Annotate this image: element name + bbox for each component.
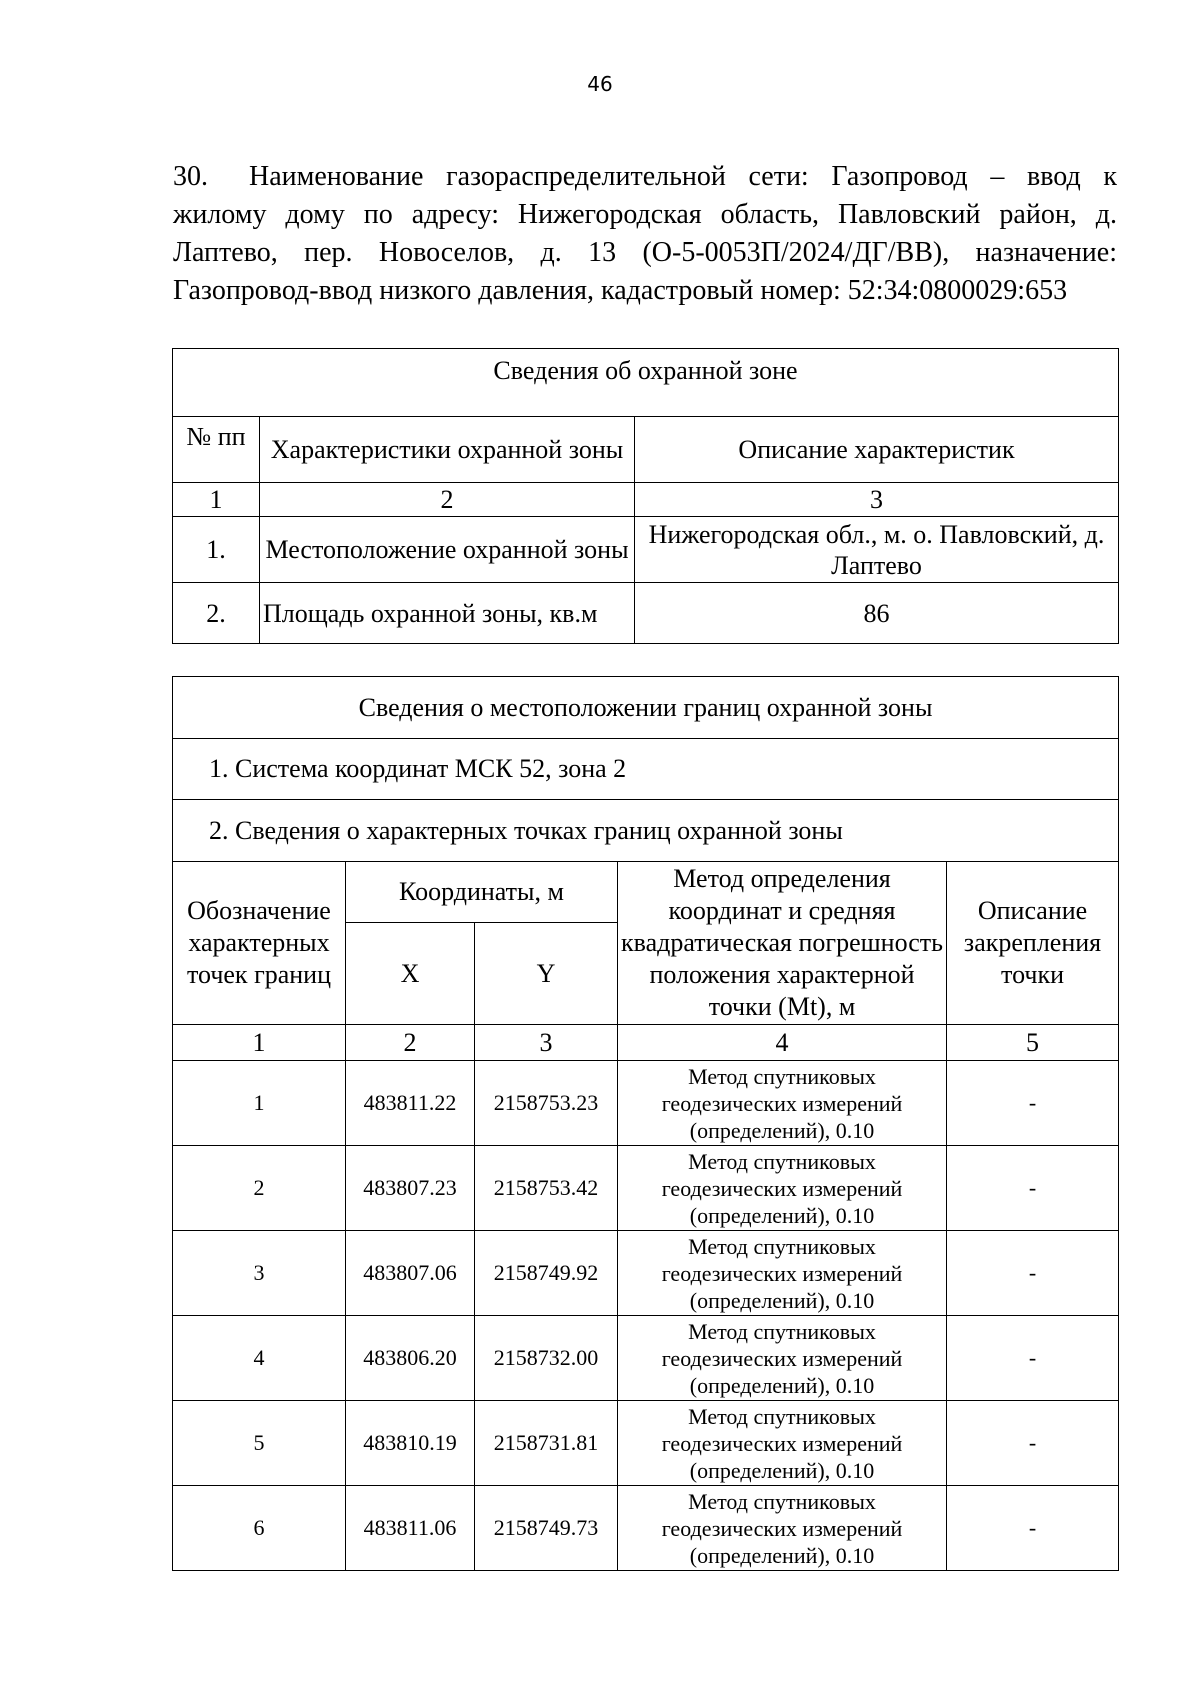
zone-header-description: Описание характеристик (635, 417, 1119, 483)
boundary-col-number: 1 (173, 1025, 346, 1061)
boundary-col-number: 4 (618, 1025, 947, 1061)
point-x: 483806.20 (346, 1316, 475, 1401)
table-row (173, 1231, 1119, 1316)
point-number: 6 (173, 1486, 346, 1571)
point-x: 483807.23 (346, 1146, 475, 1231)
paragraph-text: Наименование газораспределительной сети: Газопровод – ввод к жилому дому по адресу: Нижегородская область, Павловский район, д. Лаптево, пер. Новоселов, д. 13 (О-5-0053П/2024/ДГ/ВВ), назначение: Газопровод-ввод низкого давления, кадастровый номер: 52:34:0800029:653 (173, 161, 1117, 306)
point-fixing: - (947, 1401, 1119, 1486)
header-coordinates: Координаты, м (346, 862, 618, 923)
point-method: Метод спутниковых геодезических измерений (определений), 0.10 (618, 1316, 947, 1401)
table-row (173, 1316, 1119, 1401)
point-method: Метод спутниковых геодезических измерений (определений), 0.10 (618, 1146, 947, 1231)
boundary-table (172, 676, 1119, 1571)
coordinate-system: 1. Система координат МСК 52, зона 2 (173, 739, 1119, 800)
point-y: 2158749.73 (475, 1486, 618, 1571)
point-x: 483811.22 (346, 1061, 475, 1146)
paragraph-number: 30. (173, 161, 208, 192)
table-row (173, 583, 1119, 644)
table-row (173, 1486, 1119, 1571)
table-row (173, 1061, 1119, 1146)
zone-row-number: 1. (173, 517, 260, 583)
boundary-col-number: 3 (475, 1025, 618, 1061)
points-title: 2. Сведения о характерных точках границ охранной зоны (173, 800, 1119, 862)
zone-row-characteristic: Площадь охранной зоны, кв.м (260, 583, 635, 644)
header-method: Метод определения координат и средняя квадратическая погрешность положения характерной точки (Mt), м (618, 862, 947, 1025)
point-number: 4 (173, 1316, 346, 1401)
header-designation: Обозначение характерных точек границ (173, 862, 346, 1025)
zone-row-characteristic: Местоположение охранной зоны (260, 517, 635, 583)
zone-row-number: 2. (173, 583, 260, 644)
point-number: 2 (173, 1146, 346, 1231)
point-x: 483810.19 (346, 1401, 475, 1486)
point-y: 2158753.42 (475, 1146, 618, 1231)
zone-row-value: 86 (635, 583, 1119, 644)
point-method: Метод спутниковых геодезических измерений (определений), 0.10 (618, 1401, 947, 1486)
table-row (173, 1401, 1119, 1486)
table-row (173, 517, 1119, 583)
zone-col-number: 3 (635, 483, 1119, 517)
zone-info-table (172, 348, 1119, 644)
point-fixing: - (947, 1316, 1119, 1401)
header-x: X (346, 923, 475, 1025)
point-fixing: - (947, 1231, 1119, 1316)
zone-col-number: 1 (173, 483, 260, 517)
page-number: 46 (587, 72, 613, 96)
zone-header-characteristics: Характеристики охранной зоны (260, 417, 635, 483)
boundary-col-number: 5 (947, 1025, 1119, 1061)
point-x: 483807.06 (346, 1231, 475, 1316)
network-description (173, 158, 1117, 310)
point-fixing: - (947, 1486, 1119, 1571)
boundary-table-title: Сведения о местоположении границ охранной зоны (173, 677, 1119, 739)
point-fixing: - (947, 1061, 1119, 1146)
header-fixing: Описание закрепления точки (947, 862, 1119, 1025)
point-number: 3 (173, 1231, 346, 1316)
point-y: 2158731.81 (475, 1401, 618, 1486)
point-fixing: - (947, 1146, 1119, 1231)
table-row (173, 1146, 1119, 1231)
point-method: Метод спутниковых геодезических измерений (определений), 0.10 (618, 1486, 947, 1571)
point-y: 2158749.92 (475, 1231, 618, 1316)
header-y: Y (475, 923, 618, 1025)
point-x: 483811.06 (346, 1486, 475, 1571)
point-y: 2158732.00 (475, 1316, 618, 1401)
boundary-col-number: 2 (346, 1025, 475, 1061)
point-method: Метод спутниковых геодезических измерений (определений), 0.10 (618, 1231, 947, 1316)
point-method: Метод спутниковых геодезических измерений (определений), 0.10 (618, 1061, 947, 1146)
zone-table-title: Сведения об охранной зоне (173, 349, 1119, 417)
point-number: 1 (173, 1061, 346, 1146)
point-y: 2158753.23 (475, 1061, 618, 1146)
zone-row-value: Нижегородская обл., м. о. Павловский, д. Лаптево (635, 517, 1119, 583)
zone-col-number: 2 (260, 483, 635, 517)
point-number: 5 (173, 1401, 346, 1486)
zone-header-number: № пп (173, 417, 260, 483)
